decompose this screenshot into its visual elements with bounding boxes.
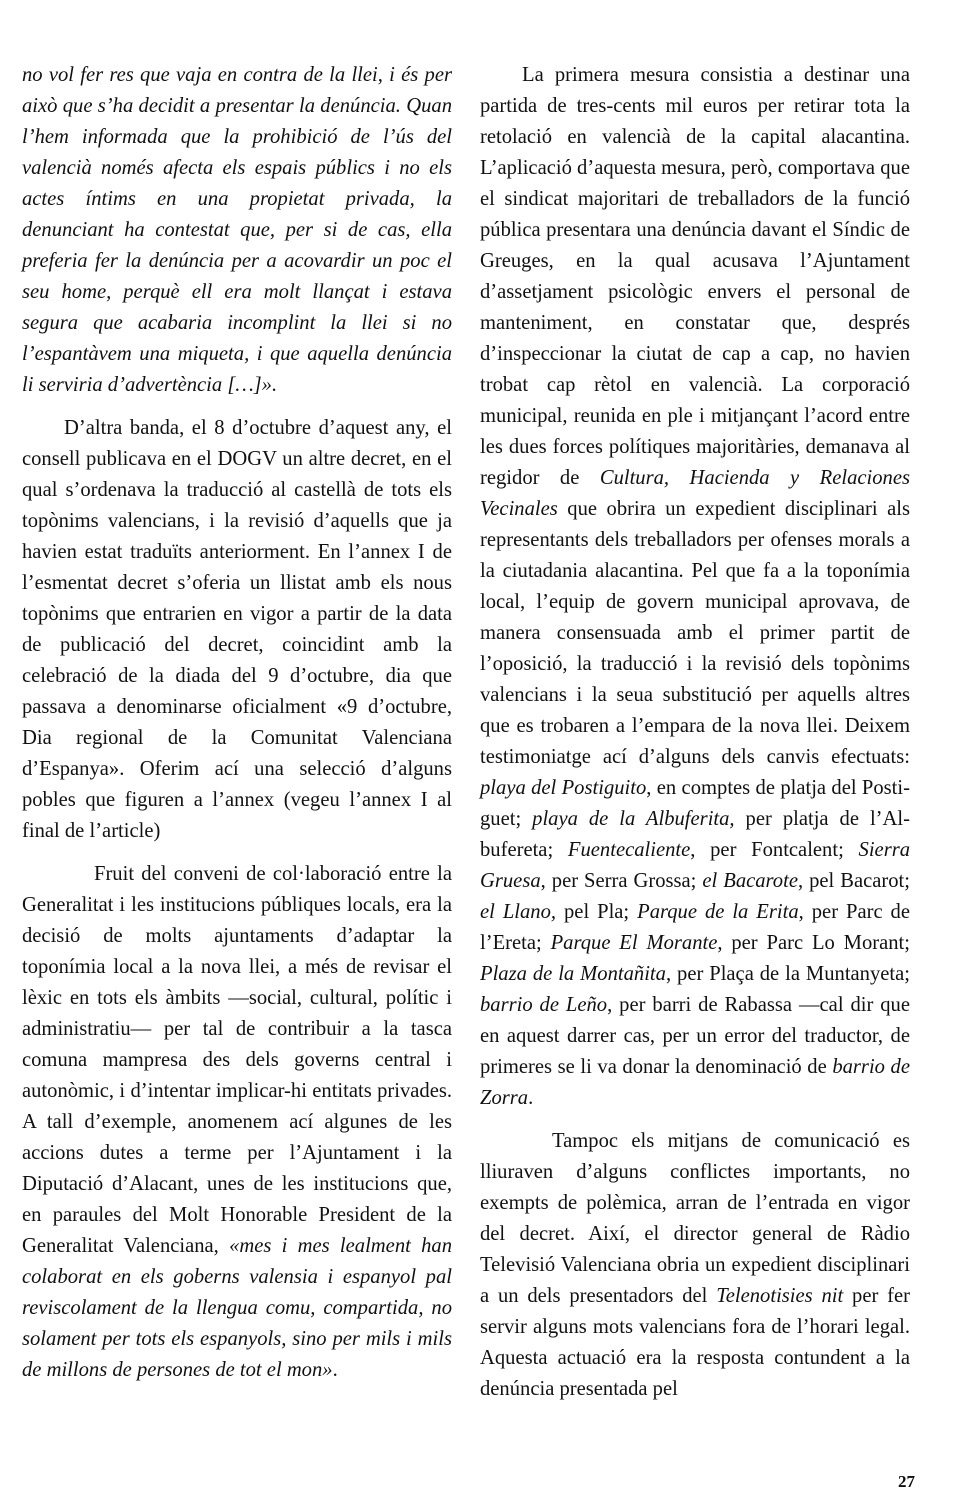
right-column [480,60,910,1405]
italic-text-run: barrio de Leño [480,994,608,1016]
text-run: , per Parc de l’Ereta; [480,901,910,954]
text-run: D’altra banda, el 8 d’octubre d’aquest any, el consell publicava en el DOGV un altre decret, en el qual s’ordenava la traducció al castellà de tots els topònims valencians, i la revisió d’aquells que ja havien estat traduïts anteriorment. En l’annex I de l’esmentat decret s’oferia un llistat amb els nous topònims que entrarien en vigor a partir de la data de publicació del decret, coincidint amb la celebració de la diada del 9 d’octubre, dia que passava a denominarse oficialment «9 d’octubre, Dia regional de la Comunitat Valenciana d’Espanya». Oferim ací una selecció d’alguns pobles que figuren a l’annex (vegeu l’annex I al final de l’article) [22,417,452,842]
text-run: . [528,1087,534,1109]
text-run: , per Fontcalent; [690,839,859,861]
paragraph [22,413,452,847]
text-run: pel Pla; [556,901,638,923]
text-run: per fer servir alguns mots valencians fora de l’horari legal. Aquesta actuació era la resposta contundent a la denúncia presentada pel [480,1285,910,1400]
text-run: per platja de l’Albufereta; [480,808,910,861]
text-run: Tampoc els mitjans de comunicació es lliuraven d’alguns conflictes importants, no exempts de polèmica, arran de l’entrada en vigor del decret. Així, el director general de Ràdio Televisió Valenciana obria un expedient disciplinari a un dels presentadors del [480,1130,910,1307]
italic-text-run: playa del Postiguito [480,777,647,799]
text-run: , per barri de Rabassa —cal dir que en aquest darrer cas, per un error del traductor, de primeres se li va donar la denominació de [480,994,910,1078]
paragraph [22,859,452,1386]
italic-text-run: Fuentecaliente [567,839,691,861]
page-number: 27 [898,1472,915,1491]
paragraph [22,60,452,401]
text-run: Fruit del conveni de col·laboració entre la Generalitat i les institucions públiques locals, era la decisió de molts ajuntaments d’adaptar la toponímia local a la nova llei, a més de revisar el lèxic en tots els àmbits —social, cultural, polític i administratiu— per tal de contribuir a la tasca comuna mampresa des dels governs central i autonòmic, i d’intentar implicar-hi entitats privades. A tall d’exemple, anomenem ací algunes de les accions dutes a terme per l’Ajuntament i la Diputació d’Alacant, unes de les institucions que, en paraules del Molt Honorable President de la Generalitat Valenciana, [22,863,452,1257]
paragraph [480,1126,910,1405]
text-run: . [332,1359,338,1381]
italic-text-run: no vol fer res que vaja en contra de la llei, i és per això que s’ha decidit a presentar la denúncia. Quan l’hem informada que la prohibició de l’ús del valencià només afecta els espais públics i no els actes íntims en una propietat privada, la denunciant ha contestat que, per si de cas, ella preferia fer la denúncia per a acovardir un poc el seu home, perquè ell era molt llançat i estava segura que acabaria incomplint la llei si no l’espantàvem una miqueta, i que aquella denúncia li serviria d’advertència […]». [22,64,452,396]
paragraph [480,60,910,1114]
text-run: , pel Bacarot; [797,870,910,892]
text-run: , en comptes de platja del Postiguet; [480,777,910,830]
text-run: , per Parc Lo Morant; [717,932,911,954]
italic-text-run: barrio de Zorra [480,1056,910,1109]
text-run: , per Plaça de la Muntanyeta; [665,963,910,985]
text-run: que obrira un expedient disciplinari als representants dels treballadors per ofenses morals a la ciutadania alacantina. Pel que fa a la toponímia local, l’equip de govern municipal aprovava, de manera consensuada amb el primer partit de l’oposició, la traducció i la revisió dels topònims valencians i la seua substitució per aquells altres que es trobaren a l’empara de la nova llei. Deixem testimoniatge ací d’alguns dels canvis efectuats: [480,498,910,768]
italic-text-run: Sierra Gruesa [480,839,911,892]
italic-text-run: Parque El Morante [550,932,718,954]
italic-text-run: Telenotisies nit [716,1285,844,1307]
italic-text-run: Parque de la Erita [637,901,799,923]
italic-text-run: Cultura, Hacienda y Relaciones Vecinales [480,467,910,520]
italic-text-run: el Llano, [480,901,557,923]
text-run: , per Serra Grossa; [540,870,703,892]
italic-text-run: playa de la Albuferita, [532,808,735,830]
italic-text-run: «mes i mes lealment han colaborat en els goberns valensia i espanyol pal reviscolament de la llengua comu, compartida, no solament per tots els espanyols, sino per mils i mils de millons de persones de tot el mon» [22,1235,452,1381]
text-run: La primera mesura consistia a destinar una partida de tres-cents mil euros per retirar tota la retolació en valencià de la capital alacantina. L’aplicació d’aquesta mesura, però, comportava que el sindicat majoritari de treballadors de la funció pública presentara una denúncia davant el Síndic de Greuges, en la qual acusava l’Ajuntament d’assetjament psicològic envers el personal de manteniment, en constatar que, després d’inspeccionar la ciutat de cap a cap, no havien trobat cap rètol en valencià. La corporació municipal, reunida en ple i mitjançant l’acord entre les dues forces polítiques majoritàries, demanava al regidor de [480,64,910,489]
left-column [22,60,452,1386]
italic-text-run: Plaza de la Montañita [480,963,666,985]
italic-text-run: el Bacarote [702,870,798,892]
